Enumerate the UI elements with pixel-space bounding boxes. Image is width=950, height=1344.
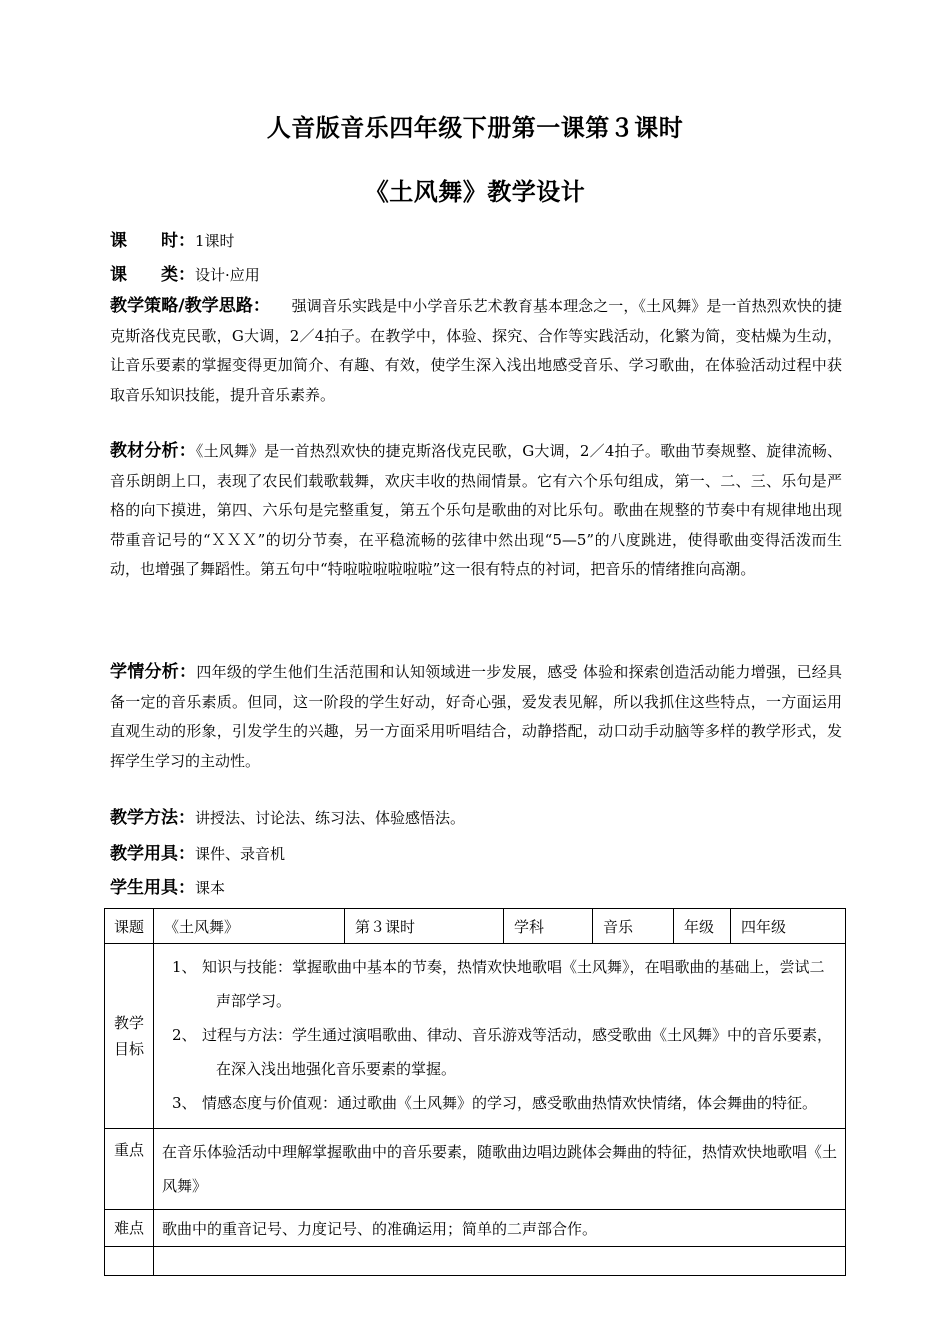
goals-cell: [154, 944, 846, 1129]
learners-label: 学情分析：: [110, 662, 197, 682]
tools-text: 课件、录音机: [195, 845, 286, 863]
material-section: [110, 437, 842, 585]
goal-item-2: [162, 1018, 837, 1086]
difficulty-text: 歌曲中的重音记号、力度记号、的准确运用；简单的二声部合作。: [154, 1210, 846, 1247]
methods-text: 讲授法、讨论法、练习法、体验感悟法。: [195, 809, 466, 827]
meta-hours: [110, 226, 235, 251]
header-cell-topic-value: 《土风舞》: [154, 909, 345, 944]
document-title: 人音版音乐四年级下册第一课第３课时: [266, 113, 684, 142]
key-points-row: [105, 1129, 846, 1210]
strategy-text: 强调音乐实践是中小学音乐艺术教育基本理念之一，《土风舞》是一首热烈欢快的捷克斯洛伐克民歌，G大调，2／4拍子。在教学中，体验、探究、合作等实践活动，化繁为简，变枯燥为生动，让音乐要素的掌握变得更加简介、有趣、有效，使学生深入浅出地感受音乐、学习歌曲，在体验活动过程中获取音乐知识技能，提升音乐素养。: [110, 297, 842, 404]
material-label: 教材分析：: [110, 441, 196, 461]
tools-label: 教学用具：: [110, 844, 195, 864]
student-tools-section: [110, 874, 842, 904]
goal-number-3: 3、: [172, 1094, 197, 1112]
meta-type: [110, 260, 260, 285]
methods-section: [110, 804, 842, 834]
goal-number-2: 2、: [172, 1026, 197, 1044]
blank-cell-label: [105, 1247, 154, 1276]
goals-label: 教学目标: [105, 944, 154, 1129]
header-cell-grade-value: 四年级: [731, 909, 846, 944]
meta-hours-value: 1课时: [195, 232, 235, 250]
goal-item-3: [162, 1086, 837, 1120]
difficulty-row: [105, 1210, 846, 1247]
key-points-label: 重点: [105, 1129, 154, 1210]
strategy-section: [110, 292, 842, 410]
difficulty-label: 难点: [105, 1210, 154, 1247]
meta-type-label: 课 类：: [110, 265, 195, 285]
meta-type-value: 设计·应用: [195, 266, 260, 284]
lesson-table: [104, 908, 846, 1276]
header-cell-subject-value: 音乐: [593, 909, 674, 944]
header-cell-subject-label: 学科: [504, 909, 593, 944]
goals-row: [105, 944, 846, 1129]
document-subtitle: 《土风舞》教学设计: [364, 177, 586, 206]
material-text: 《土风舞》是一首热烈欢快的捷克斯洛伐克民歌，G大调，2／4拍子。歌曲节奏规整、旋律流畅、音乐朗朗上口，表现了农民们载歌载舞，欢庆丰收的热闹情景。它有六个乐句组成，第一、二、三、乐句是严格的向下摸进，第四、六乐句是完整重复，第五个乐句是歌曲的对比乐句。歌曲在规整的节奏中有规律地出现带重音记号的“ＸＸＸ”的切分节奏，在平稳流畅的弦律中然出现“5—5”的八度跳进，使得歌曲变得活泼而生动，也增强了舞蹈性。第五句中“特啦啦啦啦啦啦”这一很有特点的衬词，把音乐的情绪推向高潮。: [110, 442, 843, 578]
meta-hours-label: 课 时：: [110, 231, 195, 251]
goal-text-1: 知识与技能：掌握歌曲中基本的节奏，热情欢快地歌唱《土风舞》，在唱歌曲的基础上，尝试二声部学习。: [202, 958, 825, 1010]
student-tools-label: 学生用具：: [110, 878, 195, 898]
key-points-text: 在音乐体验活动中理解掌握歌曲中的音乐要素，随歌曲边唱边跳体会舞曲的特征，热情欢快地歌唱《土风舞》: [154, 1129, 846, 1210]
methods-label: 教学方法：: [110, 808, 195, 828]
learners-section: [110, 658, 842, 776]
tools-section: [110, 840, 842, 870]
header-cell-topic-label: 课题: [105, 909, 154, 944]
student-tools-text: 课本: [195, 879, 226, 897]
blank-row: [105, 1247, 846, 1276]
header-cell-grade-label: 年级: [674, 909, 731, 944]
goal-item-1: [162, 950, 837, 1018]
goal-text-3: 情感态度与价值观：通过歌曲《土风舞》的学习，感受歌曲热情欢快情绪，体会舞曲的特征。: [202, 1094, 818, 1112]
blank-cell-content: [154, 1247, 846, 1276]
learners-text: 四年级的学生他们生活范围和认知领域进一步发展，感受 体验和探索创造活动能力增强，已经具备一定的音乐素质。但同，这一阶段的学生好动，好奇心强，爱发表见解，所以我抓住这些特点，一方面运用直观生动的形象，引发学生的兴趣，另一方面采用听唱结合，动静搭配，动口动手动脑等多样的教学形式，发挥学生学习的主动性。: [110, 663, 843, 770]
strategy-label: 教学策略/教学思路：: [110, 296, 262, 316]
goal-number-1: 1、: [172, 958, 197, 976]
goal-text-2: 过程与方法：学生通过演唱歌曲、律动、音乐游戏等活动，感受歌曲《土风舞》中的音乐要素，在深入浅出地强化音乐要素的掌握。: [202, 1026, 833, 1078]
table-header-row: [105, 909, 846, 944]
header-cell-period: 第３课时: [345, 909, 504, 944]
